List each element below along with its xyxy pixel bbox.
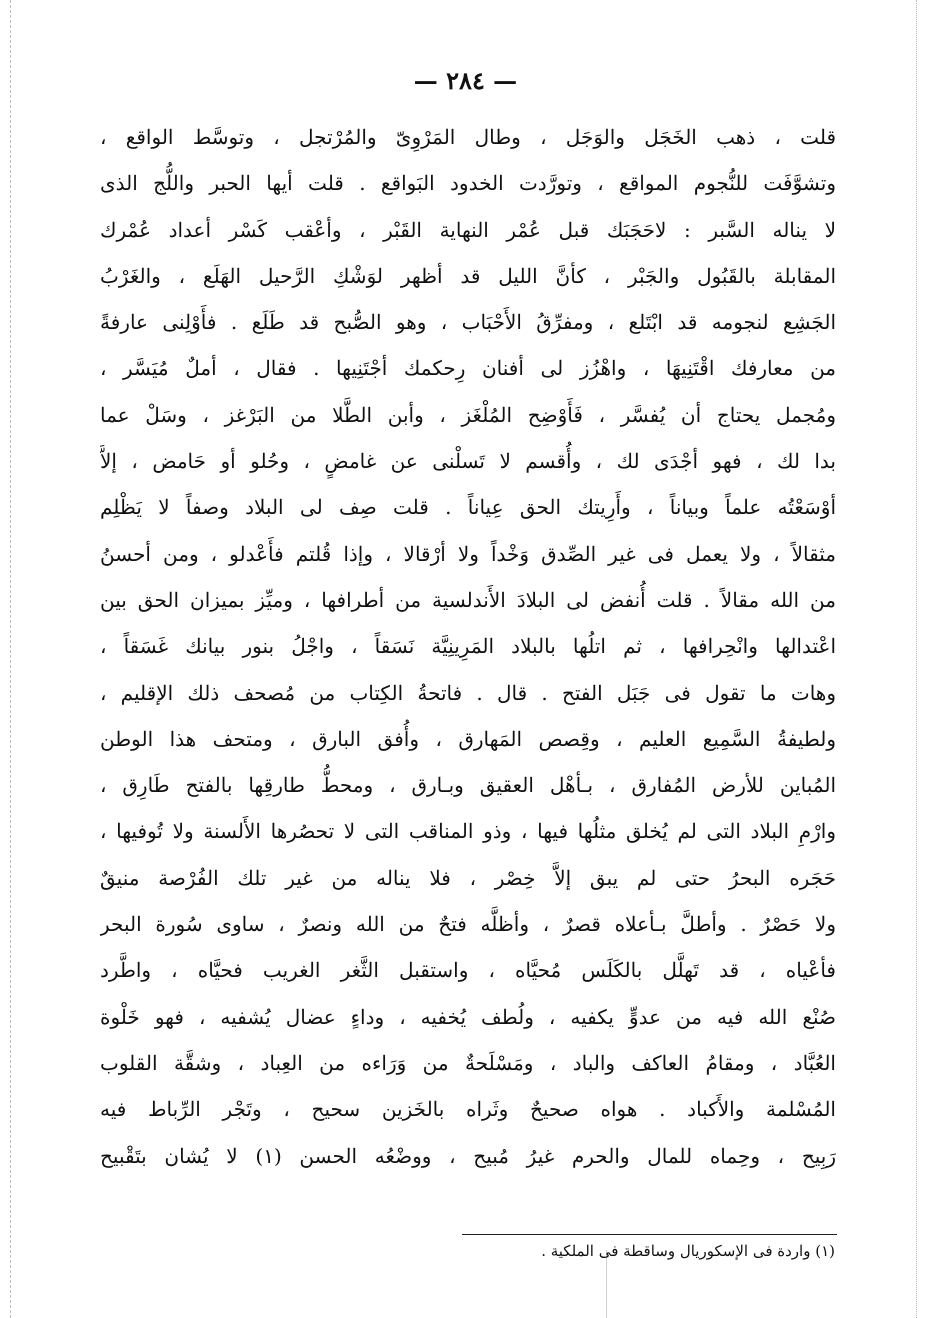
- text-line: حَجَره البحرُ حتى لم يبق إلاَّ خِصْر ، فلا يناله من غير تلك الفُرْصة منيقٌ: [100, 865, 836, 890]
- page-body-text: [100, 114, 836, 1179]
- text-line: من معارفك اقْتَنِيهَا ، واهْزُز لى أفنان رِحكمك أجْتَنِيها . فقال ، أملٌ مُيَسَّر ،: [100, 356, 836, 381]
- text-line: العُبَّاد ، ومقامُ العاكف والباد ، ومَسْلَحةٌ من وَرَاءه من العِباد ، وشقَّة القلوب: [100, 1050, 836, 1075]
- footnote-rule: [462, 1234, 837, 1235]
- text-line: مثقالاً ، ولا يعمل فى غير الصِّدق وَخْداً ولا أرْقالا ، وإذا قُلتم فأَعْدلو ، ومن أحسنُ: [100, 541, 836, 566]
- text-line: اعْتدالها وانْحِرافها ، ثم اتلُها بالبلاد المَرِينِيَّة نَسَقاً ، واجْلُ بنور بيانك غَسَقاً ،: [100, 634, 836, 659]
- page-edge-left: [10, 0, 11, 1318]
- page-number: — ٢٨٤ —: [413, 66, 518, 95]
- text-line: بدا لك ، فهو أجْدَى لك ، وأُقسم لا تَسلْنى عن غامضٍ ، وحُلو أو حَامض ، إلاَّ: [100, 449, 836, 474]
- text-line: رَبِيح ، وحِماه للمال والحرم غيرُ مُبيح ، ووضْعُه الحسن (١) لا يُشان بتَقْبيح: [100, 1143, 836, 1168]
- text-line: وتشوَّفَت للنُّجوم المواقع ، وتورَّدت الخدود البَواقع . قلت أيها الحبر واللُّج الذى: [100, 171, 836, 196]
- text-line: المُباين للأرض المُفارق ، بـأهْل العقيق وبـارق ، ومحطُّ طارقِها بالفتح طَارِق ،: [100, 773, 836, 798]
- text-line: لا يناله السَّبر : لاحَجَبَك قبل عُمْر النهاية القَبْر ، وأعْقب كَسْر أعداد عُمْرك: [100, 217, 836, 242]
- text-line: فأعْياه ، قد تَهلَّل بالكَلَس مُحيَّاه ، واستقبل الثَّغر الغريب فحيَّاه ، واطَّرد: [100, 958, 836, 983]
- text-line: من الله مقالاً . قلت أُنفض لى البلادَ الأَندلسية من أطرافها ، وميِّز بميزان الحق بين: [100, 587, 836, 612]
- text-line: الجَشِع لنجومه قد ابْتَلع ، ومفرِّقُ الأَحْبَاب ، وهو الصُّبح قد طَلَع . فأَوْلِنى عارفةً: [100, 310, 836, 335]
- footnote: (١) واردة فى الإسكوريال وساقطة فى الملكية .: [541, 1242, 835, 1260]
- text-line: وهات ما تقول فى جَبَل الفتح . قال . فاتحةُ الكِتاب من مُصحف ذلك الإقليم ،: [100, 680, 836, 705]
- text-line: ولطيفةُ السَّمِيع العليم ، وقِصص المَهارق ، وأُفق البارق ، ومتحف هذا الوطن: [100, 726, 836, 751]
- text-line: ومُجمل يحتاج أن يُفسَّر ، فَأَوْضِح المُلْغَز ، وأبن الطَّلا من البَرْغز ، وسَلْ عما: [100, 402, 836, 427]
- page-edge-right: [916, 0, 917, 1318]
- text-line: صُنْع الله فيه من عدوٍّ يكفيه ، ولُطف يُخفيه ، وداءٍ عضال يُشفيه ، فهو خَلْوة: [100, 1004, 836, 1029]
- text-line: أوْسَعْتُه علماً وبياناً ، وأَرِيتك الحق عِياناً . قلت صِف لى البلاد وصفاً لا يَظْلِم: [100, 495, 836, 520]
- text-line: المقابلة بالقَبُول والجَبْر ، كأنَّ الليل قد أظهر لوَشْكِ الرَّحيل الهَلَع ، والغَرْبُ: [100, 263, 836, 288]
- text-line: قلت ، ذهب الخَجَل والوَجَل ، وطال المَرْوِىّ والمُرْتجل ، وتوسَّط الواقع ،: [100, 125, 836, 149]
- text-line: وارْمِ البلاد التى لم يُخلق مثلُها فيها ، وذو المناقب التى لا تحصُرها الأَلسنة ولا تُوفيها ،: [100, 819, 836, 844]
- text-line: المُسْلمة والأَكباد . هواه صحيحٌ وثَراه بالخَزين سحيح ، وتَجْر الرِّباط فيه: [100, 1097, 836, 1122]
- text-line: ولا حَصْرٌ . وأطلَّ بـأعلاه قصرٌ ، وأظلَّه فتحٌ من الله ونصرٌ ، ساوى سُورة البحر: [100, 912, 836, 937]
